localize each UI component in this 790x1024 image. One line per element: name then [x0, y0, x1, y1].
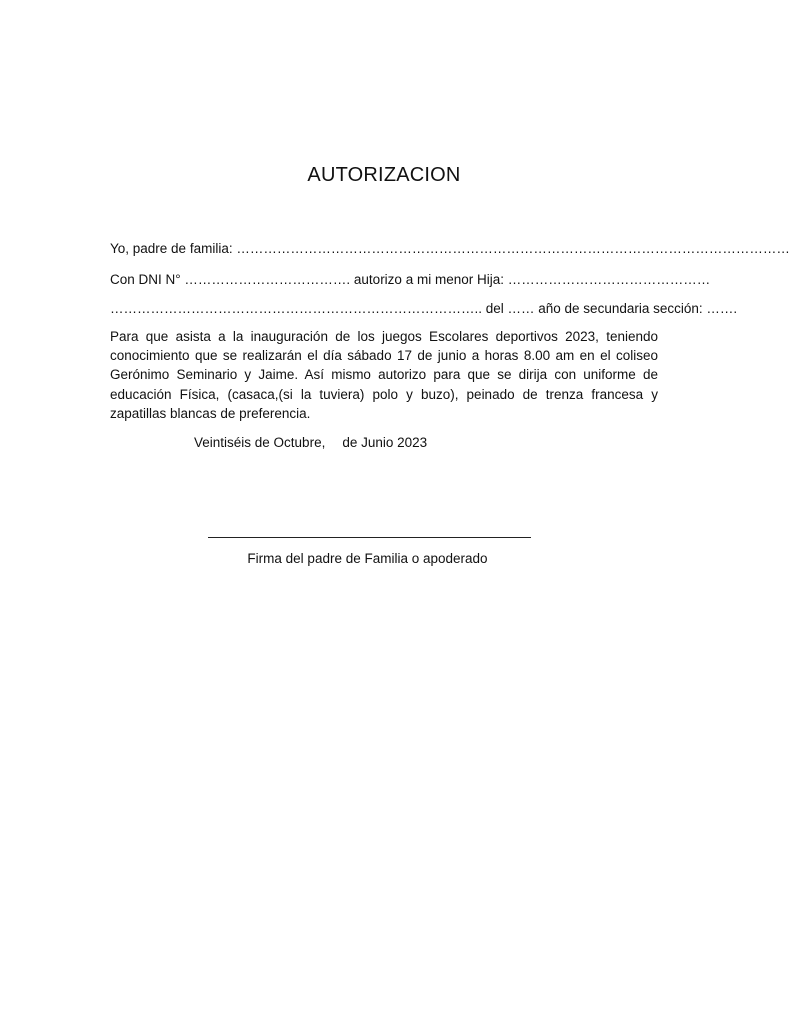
grade-section-line: ……………………………………………………………………….. del …… año de secundaria sección: ……. — [110, 301, 738, 316]
signature-label: Firma del padre de Familia o apoderado — [247, 551, 488, 566]
dni-line: Con DNI N° ………………………………. autorizo a mi menor Hija: ……………………………………… — [110, 272, 711, 287]
parent-name-line: Yo, padre de familia: …………………………………………………………………………………………………………… — [110, 241, 790, 256]
date-month-year: de Junio 2023 — [342, 435, 428, 450]
document-title: AUTORIZACION — [307, 164, 461, 186]
authorization-paragraph: Para que asista a la inauguración de los juegos Escolares deportivos 2023, teniendo conocimiento que se realizarán el día sábado 17 de junio a horas 8.00 am en el coliseo Gerónimo Seminario y Jaime. Así mismo autorizo para que se dirija con uniforme de educación Física, (casaca,(si la tuviera) polo y buzo), peinado de trenza francesa y zapatillas blancas de preferencia. — [110, 329, 658, 421]
signature-line — [208, 537, 531, 538]
date-line — [194, 433, 427, 452]
date-day: Veintiséis de Octubre, — [194, 435, 326, 450]
